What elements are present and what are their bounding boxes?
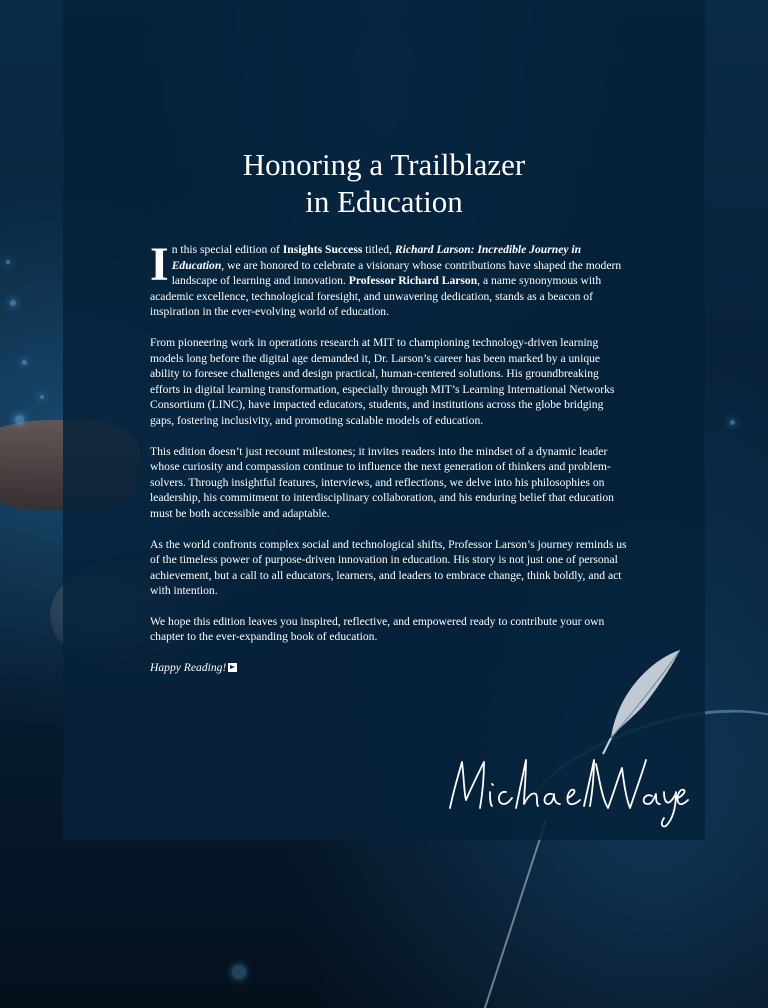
intro-text: n this special edition of xyxy=(171,243,283,256)
publication-name: Insights Success xyxy=(282,243,363,256)
body-paragraph: This edition doesn’t just recount milestones; it invites readers into the mindset of a dynamic leader whose curiosity and compassion continue to influence the next generation of thinkers and problem-solvers. Through insightful features, interviews, and reflections, we delve into his philosophies on leadership, his commitment to interdisciplinary collaboration, and his enduring belief that education must be both accessible and adaptable. xyxy=(150,444,614,520)
quill-feather-icon xyxy=(596,646,686,756)
edition-title: Richard Larson: Incredible Journey in Education xyxy=(171,243,582,272)
intro-text: , a name synonymous with academic excellence, technological foresight, and unwavering dedication, stands as a beacon of inspiration in the ever-evolving world of education. xyxy=(150,274,602,319)
signature-image xyxy=(440,748,690,830)
background-light-dot xyxy=(15,415,24,424)
intro-text: titled, xyxy=(362,243,395,256)
background-light-dot xyxy=(40,395,44,399)
signature-text: Michael Wayne xyxy=(440,748,447,749)
intro-text: , we are honored to celebrate a visionary whose contributions have shaped the modern landscape of learning and innovation. xyxy=(171,258,622,288)
background-light-dot xyxy=(6,260,10,264)
body-paragraph: As the world confronts complex social and technological shifts, Professor Larson’s journey reminds us of the timeless power of purpose-driven innovation in education. His story is not just one of personal achievement, but a call to all educators, learners, and leaders to embrace change, think boldly, and act with intention. xyxy=(150,537,627,598)
background-light-dot xyxy=(10,300,16,306)
article-body xyxy=(150,238,628,691)
drop-cap: I xyxy=(150,238,169,291)
body-paragraph: From pioneering work in operations research at MIT to championing technology-driven learning models long before the digital age demanded it, Dr. Larson’s career has been marked by a unique ability to foresee challenges and design practical, human-centered solutions. His groundbreaking efforts in digital learning transformation, especially through MIT’s Learning International Networks Consortium (LINC), have impacted educators, students, and institutions across the globe bridging gaps, fostering inclusivity, and promoting scalable models of education. xyxy=(150,335,615,427)
article-title: Honoring a Trailblazer in Education xyxy=(242,147,526,219)
end-of-article-icon xyxy=(228,663,237,672)
closing-text: Happy Reading! xyxy=(150,661,227,675)
subject-name: Professor Richard Larson xyxy=(348,274,478,288)
background-light-dot xyxy=(730,420,735,425)
intro-paragraph xyxy=(150,238,628,320)
body-paragraph: We hope this edition leaves you inspired, reflective, and empowered ready to contribute your own chapter to the ever-expanding book of education. xyxy=(150,614,605,644)
closing-line xyxy=(150,660,628,676)
background-light-dot xyxy=(22,360,27,365)
background-light-dot xyxy=(232,965,246,979)
